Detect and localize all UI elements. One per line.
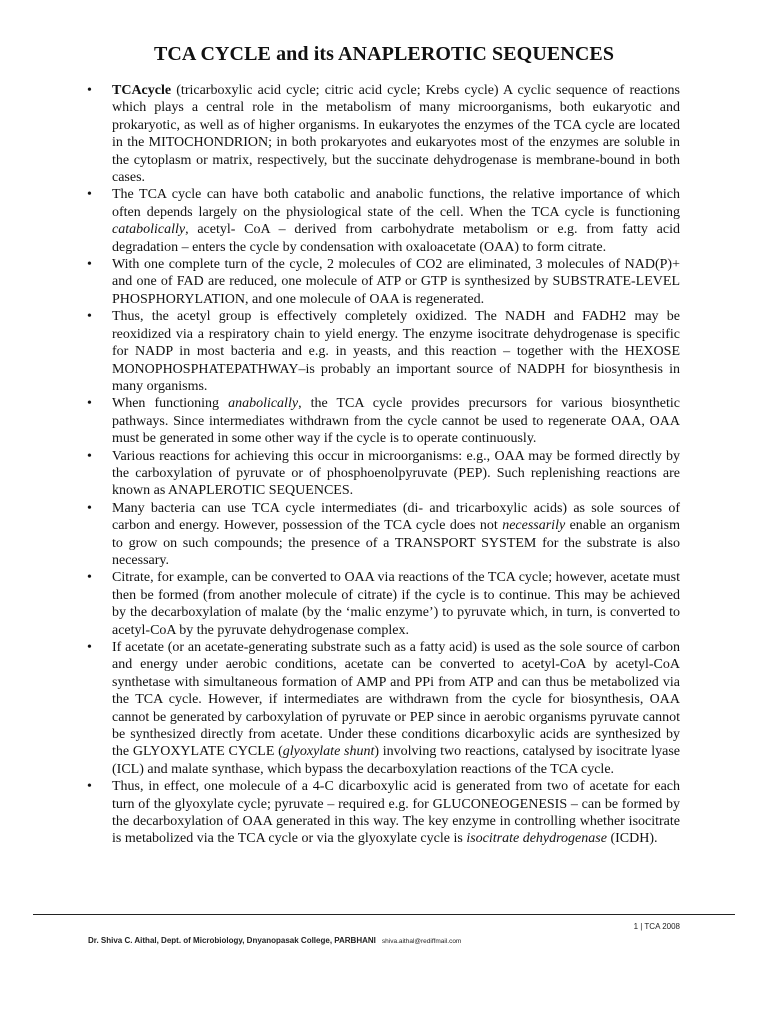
- text-run: When functioning: [112, 396, 229, 412]
- bullet-list: [82, 82, 680, 848]
- italic-text: glyoxylate shunt: [282, 744, 375, 760]
- text-run: (ICDH).: [606, 831, 658, 847]
- text-run: Citrate, for example, can be converted to OAA via reactions of the TCA cycle; however, acetate must then be formed (from another molecule of citrate) if the cycle is to continue. This may be achieved by the decarboxylation of malate (by the ‘malic enzyme’) to pyruvate which, in turn, is converted to acetyl-CoA by the pyruvate dehydrogenase complex.: [112, 570, 680, 638]
- bullet-item: [82, 256, 680, 308]
- footer-line: [88, 936, 461, 945]
- footer-email: shiva.aithal@rediffmail.com: [381, 938, 462, 945]
- bullet-item: [82, 82, 680, 186]
- bullet-item: [82, 639, 680, 778]
- bold-text: TCAcycle: [112, 83, 172, 98]
- bullet-item: [82, 500, 680, 570]
- text-run: (tricarboxylic acid cycle; citric acid cycle; Krebs cycle) A cyclic sequence of reactions which plays a central role in the metabolism of many microorganisms, both eukaryotic and prokaryotic, as well as of higher organisms. In eukaryotes the enzymes of the TCA cycle are located in the MITOCHONDRION; in both prokaryotes and eukaryotes most of the enzymes are soluble in the cytoplasm or matrix, respectively, but the succinate dehydrogenase is membrane-bound in both cases.: [112, 83, 680, 186]
- bullet-item: [82, 308, 680, 395]
- footer-divider: [33, 914, 735, 915]
- text-run: , the TCA cycle provides precursors for various biosynthetic pathways. Since intermediates withdrawn from the cycle cannot be used to regenerate OAA, OAA must be generated in some other way if the cycle is to operate continuously.: [112, 396, 680, 447]
- bullet-item: [82, 569, 680, 639]
- italic-text: anabolically: [228, 396, 299, 412]
- text-run: Various reactions for achieving this occur in microorganisms: e.g., OAA may be formed directly by the carboxylation of pyruvate or of phosphoenolpyruvate (PEP). Such replenishing reactions are known as ANAPLEROTIC SEQUENCES.: [112, 448, 680, 499]
- bullet-item: [82, 448, 680, 500]
- text-run: With one complete turn of the cycle, 2 molecules of CO2 are eliminated, 3 molecules of NAD(P)+ and one of FAD are reduced, one molecule of ATP or GTP is synthesized by SUBSTRATE-LEVEL PHOSPHORYLATION, and one molecule of OAA is regenerated.: [112, 257, 680, 307]
- footer-author: Dr. Shiva C. Aithal, Dept. of Microbiology, Dnyanopasak College, PARBHANI: [88, 936, 376, 945]
- italic-text: catabolically: [112, 222, 186, 238]
- page-title: TCA CYCLE and its ANAPLEROTIC SEQUENCES: [153, 43, 615, 65]
- italic-text: necessarily: [502, 518, 566, 534]
- text-run: enable an organism to grow on such compounds; the presence of a TRANSPORT SYSTEM for the substrate is also necessary.: [112, 518, 680, 568]
- text-run: , acetyl- CoA – derived from carbohydrate metabolism or e.g. from fatty acid degradation – enters the cycle by condensation with oxaloacetate (OAA) to form citrate.: [112, 222, 680, 255]
- text-run: The TCA cycle can have both catabolic and anabolic functions, the relative importance of which often depends largely on the physiological state of the cell. When the TCA cycle is functioning: [112, 187, 680, 220]
- text-run: Thus, in effect, one molecule of a 4-C dicarboxylic acid is generated from two of acetate for each turn of the glyoxylate cycle; pyruvate – required e.g. for GLUCONEOGENESIS – can be formed by the decarboxylation of OAA generated in this way. The key enzyme in controlling whether isocitrate is metabolized via the TCA cycle or via the glyoxylate cycle is: [112, 779, 680, 847]
- bullet-item: [82, 395, 680, 447]
- text-run: ) involving two reactions, catalysed by isocitrate lyase (ICL) and malate synthase, which bypass the decarboxylation reactions of the TCA cycle.: [112, 744, 680, 777]
- text-run: Thus, the acetyl group is effectively completely oxidized. The NADH and FADH2 may be reoxidized via a respiratory chain to yield energy. The enzyme isocitrate dehydrogenase is specific for NADP in most bacteria and e.g. in yeasts, and this reaction – together with the HEXOSE MONOPHOSPHATEPATHWAY–is probably an important source of NADPH for biosynthesis in many organisms.: [112, 309, 680, 394]
- text-run: If acetate (or an acetate-generating substrate such as a fatty acid) is used as the sole source of carbon and energy under aerobic conditions, acetate can be converted to acetyl-CoA by acetyl-CoA synthetase with simultaneous formation of AMP and PPi from ATP and can thus be metabolized via the TCA cycle. However, if intermediates are withdrawn from the cycle for biosynthesis, OAA cannot be generated by carboxylation of pyruvate or PEP since in aerobic organisms pyruvate cannot be synthesized directly from acetate. Under these conditions dicarboxylic acids are synthesized by the GLYOXYLATE CYCLE (: [112, 640, 680, 760]
- page-number: 1 | TCA 2008: [633, 922, 680, 931]
- italic-text: isocitrate dehydrogenase: [466, 831, 607, 847]
- bullet-item: [82, 186, 680, 256]
- bullet-item: [82, 778, 680, 848]
- text-run: Many bacteria can use TCA cycle intermediates (di- and tricarboxylic acids) as sole sources of carbon and energy. However, possession of the TCA cycle does not: [112, 500, 680, 534]
